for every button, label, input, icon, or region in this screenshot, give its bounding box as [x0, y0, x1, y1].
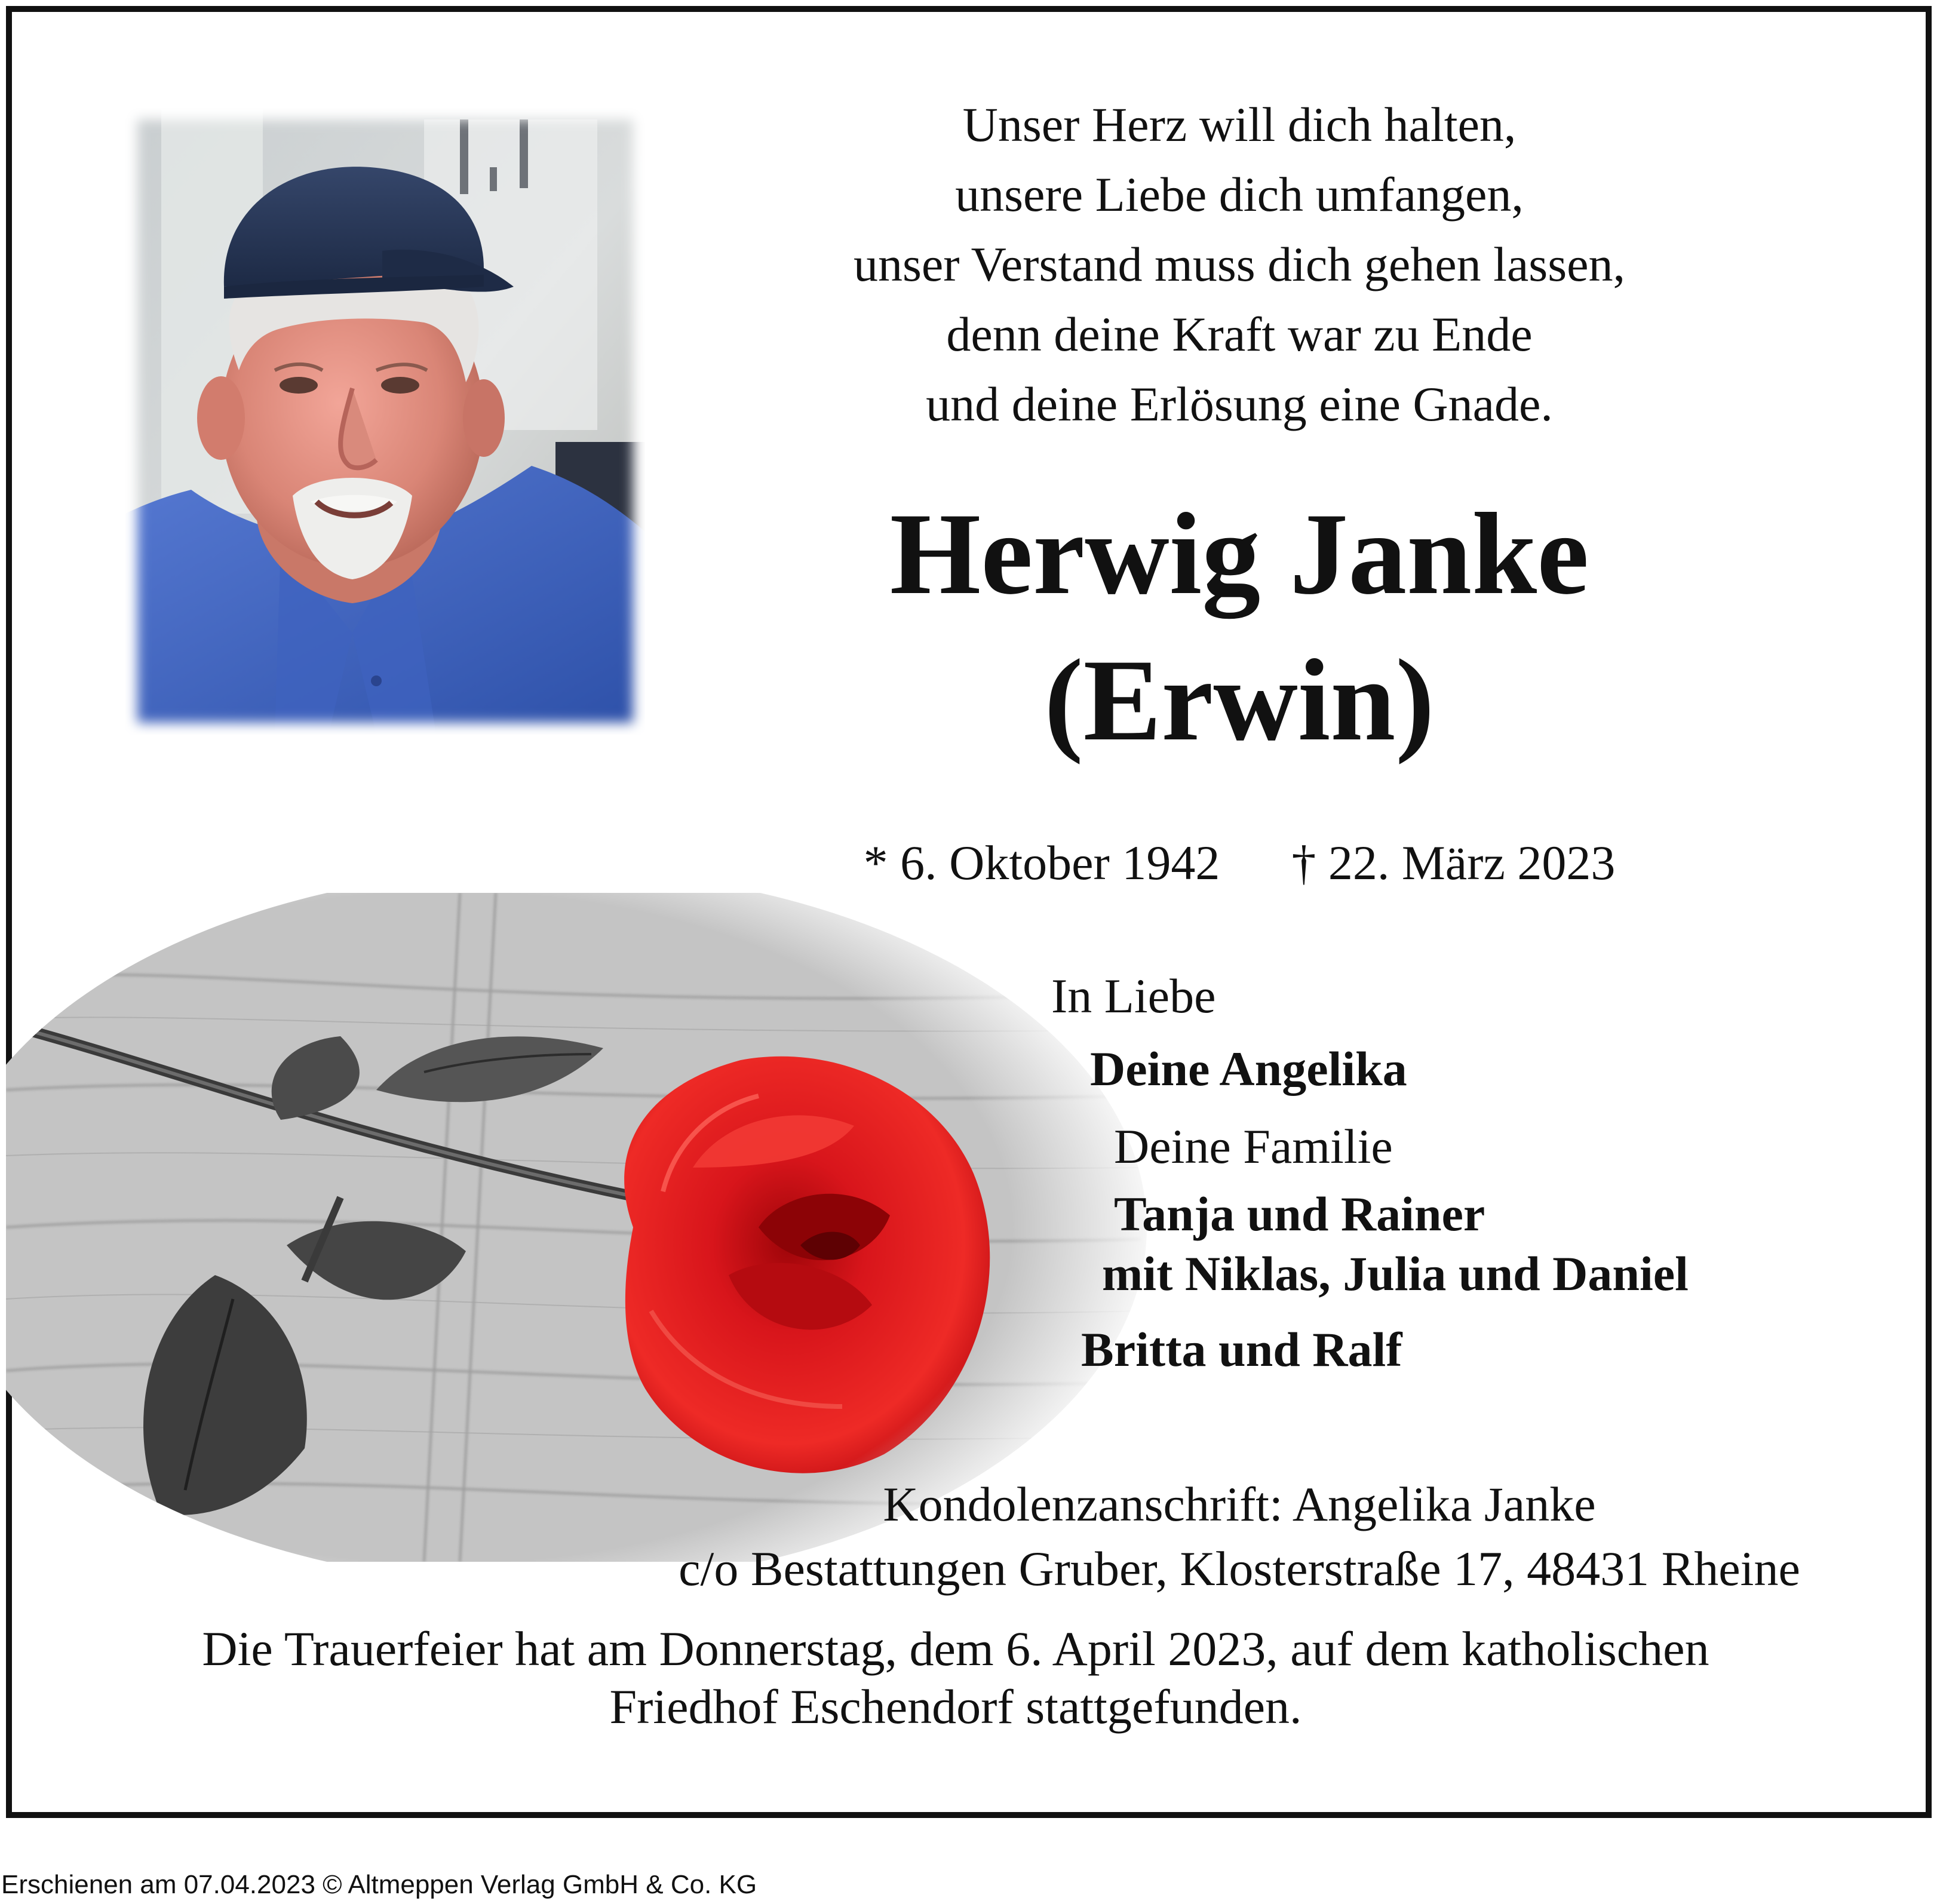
family-label: Deine Familie [1114, 1119, 1393, 1174]
condolence-line: Kondolenzanschrift: Angelika Janke [883, 1477, 1596, 1531]
life-dates [747, 830, 1732, 896]
deceased-nickname: (Erwin) [1044, 635, 1435, 765]
deceased-name-line: Herwig Janke [889, 489, 1589, 619]
poem-line: und deine Erlösung eine Gnade. [926, 377, 1553, 431]
death-date: † 22. März 2023 [1291, 836, 1616, 890]
poem [687, 90, 1792, 439]
rose-image [6, 893, 1153, 1562]
condolence-address [627, 1472, 1852, 1601]
family-member-line: Tanja und Rainer [1114, 1187, 1485, 1241]
poem-line: Unser Herz will dich halten, [962, 97, 1517, 152]
family-member-line: Britta und Ralf [1081, 1322, 1402, 1377]
condolence-line: c/o Bestattungen Gruber, Klosterstraße 17, 48431 Rheine [679, 1541, 1800, 1596]
mourner-spouse: Deine Angelika [1090, 1042, 1407, 1096]
ceremony-line: Friedhof Eschendorf stattgefunden. [609, 1679, 1302, 1734]
poem-line: denn deine Kraft war zu Ende [946, 307, 1533, 361]
ceremony-line: Die Trauerfeier hat am Donnerstag, dem 6. April 2023, auf dem katholischen [202, 1622, 1709, 1676]
poem-line: unsere Liebe dich umfangen, [955, 167, 1524, 222]
portrait-photo [125, 108, 645, 735]
publication-footer: Erschienen am 07.04.2023 © Altmeppen Verlag GmbH & Co. KG [1, 1870, 757, 1899]
birth-date: * 6. Oktober 1942 [863, 836, 1220, 890]
mourners-intro: In Liebe [1051, 969, 1216, 1023]
ceremony-note [90, 1620, 1822, 1736]
deceased-name [747, 481, 1732, 773]
poem-line: unser Verstand muss dich gehen lassen, [853, 237, 1626, 291]
family-member-line: mit Niklas, Julia und Daniel [1102, 1246, 1689, 1301]
